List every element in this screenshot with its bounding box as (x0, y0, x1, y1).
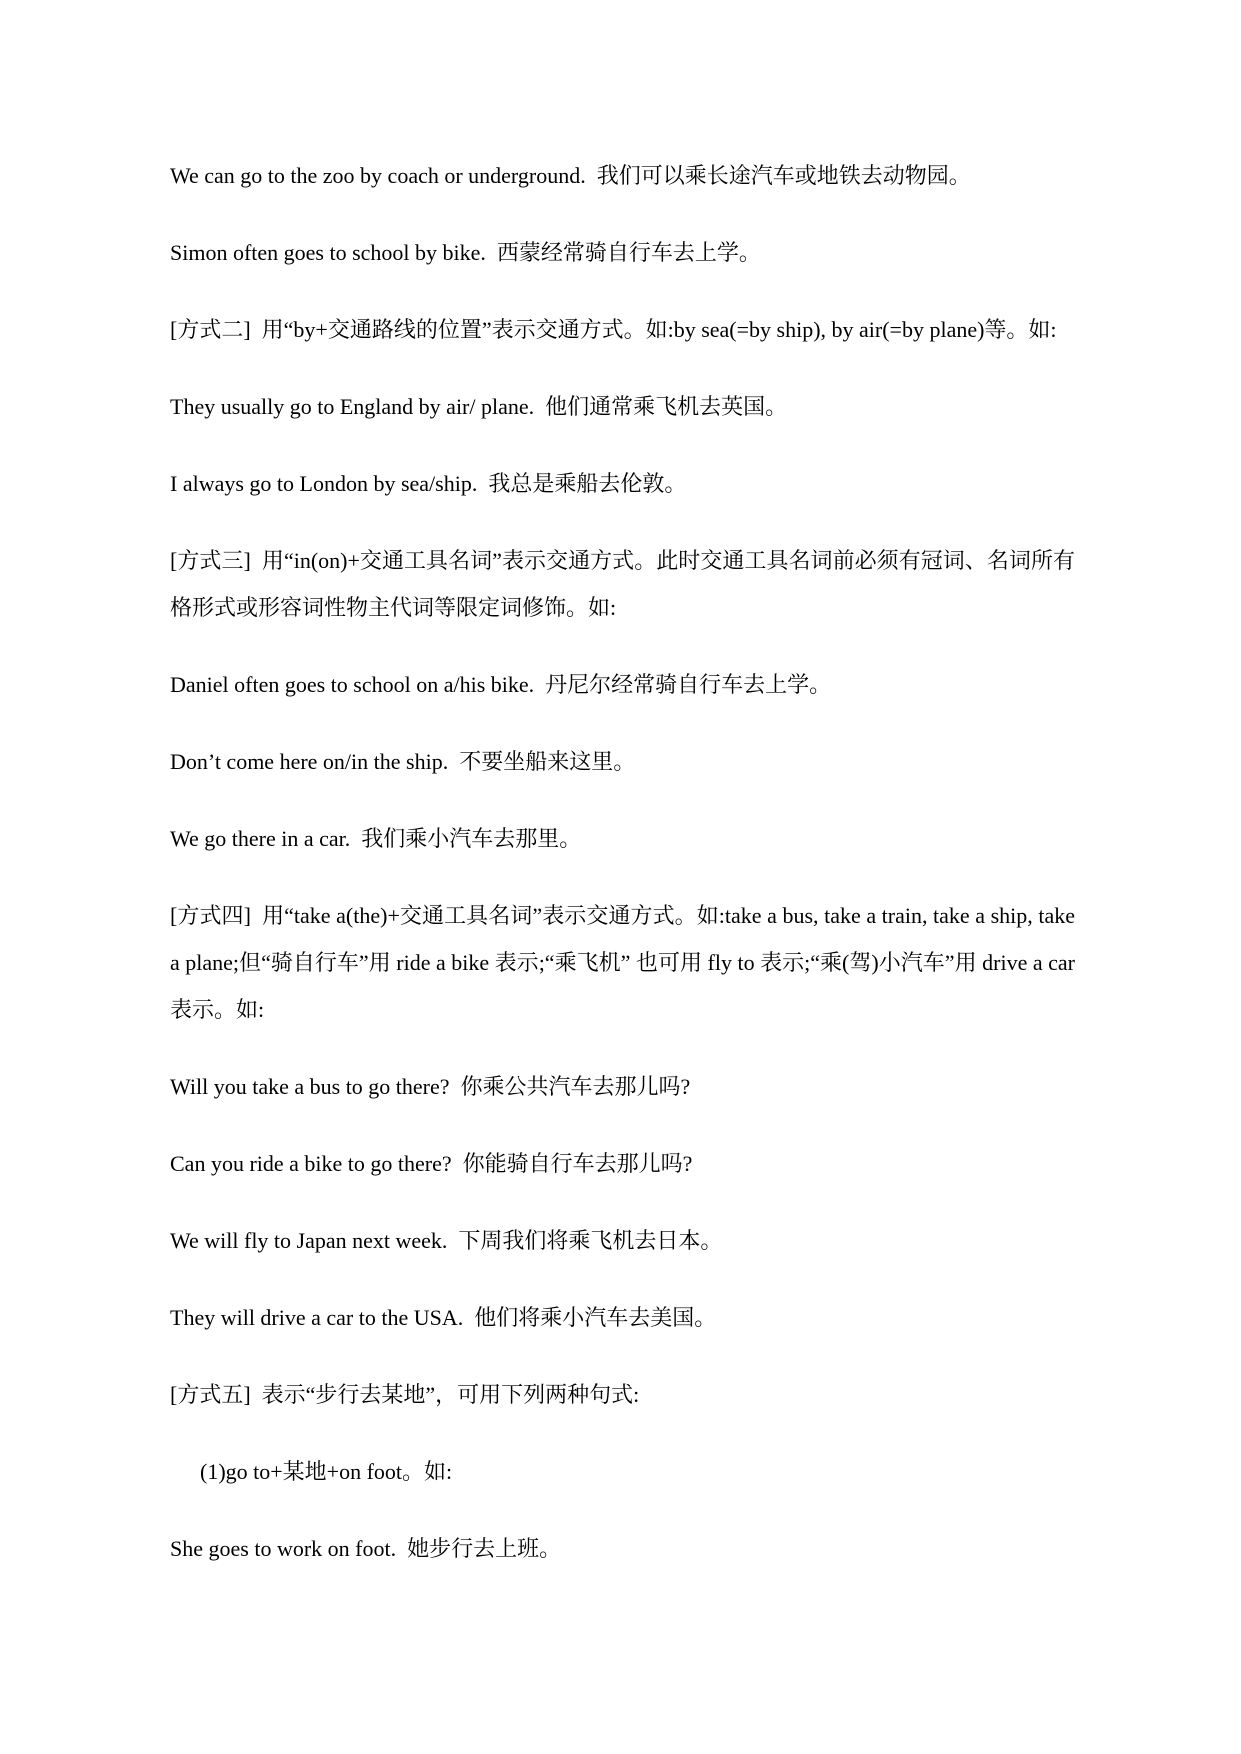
paragraph-example-zoo: We can go to the zoo by coach or underground. 我们可以乘长途汽车或地铁去动物园。 (170, 163, 971, 188)
paragraph-example-london: I always go to London by sea/ship. 我总是乘船去伦敦。 (170, 471, 687, 496)
paragraph-example-daniel: Daniel often goes to school on a/his bike. 丹尼尔经常骑自行车去上学。 (170, 672, 832, 697)
paragraph-example-england: They usually go to England by air/ plane. 他们通常乘飞机去英国。 (170, 394, 788, 419)
paragraph-example-usa: They will drive a car to the USA. 他们将乘小汽车去美国。 (170, 1305, 717, 1330)
paragraph-example-ship: Don’t come here on/in the ship. 不要坐船来这里。 (170, 749, 636, 774)
paragraph-pattern-on-foot: (1)go to+某地+on foot。如: (200, 1459, 453, 1484)
document-body (170, 152, 1081, 1572)
paragraph-example-bike: Can you ride a bike to go there? 你能骑自行车去那儿吗? (170, 1151, 693, 1176)
paragraph-section-method-2: [方式二] 用“by+交通路线的位置”表示交通方式。如:by sea(=by ship), by air(=by plane)等。如: (170, 317, 1057, 342)
paragraph-example-simon: Simon often goes to school by bike. 西蒙经常骑自行车去上学。 (170, 240, 761, 265)
paragraph-section-method-5: [方式五] 表示“步行去某地”，可用下列两种句式: (170, 1382, 640, 1407)
paragraph-section-method-4: [方式四] 用“take a(the)+交通工具名词”表示交通方式。如:take a bus, take a train, take a ship, take a plane;但“骑自行车”用 ride a bike 表示;“乘飞机” 也可用 fly to 表示;“乘(驾)小汽车”用 drive a car 表示。如: (170, 903, 1081, 1022)
paragraph-section-method-3: [方式三] 用“in(on)+交通工具名词”表示交通方式。此时交通工具名词前必须有冠词、名词所有格形式或形容词性物主代词等限定词修饰。如: (170, 548, 1075, 620)
paragraph-example-japan: We will fly to Japan next week. 下周我们将乘飞机去日本。 (170, 1228, 723, 1253)
paragraph-example-car: We go there in a car. 我们乘小汽车去那里。 (170, 826, 582, 851)
paragraph-example-work: She goes to work on foot. 她步行去上班。 (170, 1536, 562, 1561)
paragraph-example-bus: Will you take a bus to go there? 你乘公共汽车去那儿吗? (170, 1074, 691, 1099)
